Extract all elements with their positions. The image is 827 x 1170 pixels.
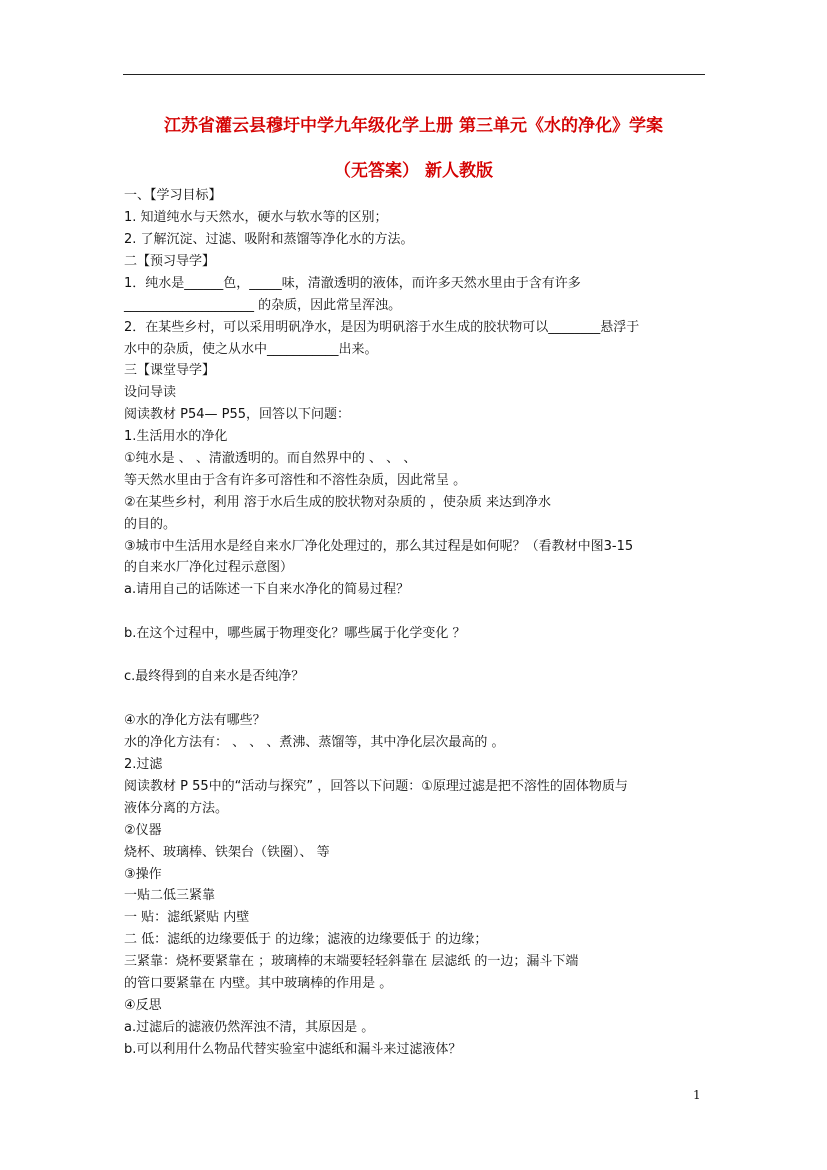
text-line: 水中的杂质，使之从水中___________出来。 bbox=[124, 342, 378, 357]
question-b: b.在这个过程中，哪些属于物理变化？哪些属于化学变化 ？ bbox=[124, 626, 466, 641]
text-line: 液体分离的方法。 bbox=[124, 801, 229, 816]
text-line: 烧杯、玻璃棒、铁架台（铁圈）、 等 bbox=[124, 845, 330, 860]
text-line: 设问导读 bbox=[124, 385, 177, 400]
section-heading-objectives: 一、【学习目标】 bbox=[124, 188, 222, 203]
text-line: 等天然水里由于含有许多可溶性和不溶性杂质，因此常呈 。 bbox=[124, 473, 467, 488]
text-line: ____________________ 的杂质，因此常呈浑浊。 bbox=[124, 298, 402, 313]
text-line: 的目的。 bbox=[124, 517, 177, 532]
text-line: ④反思 bbox=[124, 998, 162, 1013]
text-line: 阅读教材 P54— P55，回答以下问题： bbox=[124, 407, 351, 422]
text-line: 二 低：滤纸的边缘要低于 的边缘；滤液的边缘要低于 的边缘； bbox=[124, 932, 488, 947]
text-line: 1．纯水是______色，_____味，清澈透明的液体，而许多天然水里由于含有许多 bbox=[124, 276, 581, 291]
page-number: 1 bbox=[693, 1088, 701, 1102]
text-line: ③操作 bbox=[124, 867, 162, 882]
text-line: b.可以利用什么物品代替实验室中滤纸和漏斗来过滤液体？ bbox=[124, 1042, 462, 1057]
text-line: ②仪器 bbox=[124, 823, 162, 838]
text-line: 一 贴：滤纸紧贴 内壁 bbox=[124, 910, 250, 925]
section-heading-classroom: 三【课堂导学】 bbox=[124, 363, 216, 378]
subheading-water-purification: 1.生活用水的净化 bbox=[124, 429, 228, 444]
text-line: ②在某些乡村，利用 溶于水后生成的胶状物对杂质的 ，使杂质 来达到净水 bbox=[124, 495, 552, 510]
document-title: 江苏省灌云县穆圩中学九年级化学上册 第三单元《水的净化》学案 bbox=[164, 116, 663, 136]
text-line: 2. 了解沉淀、过滤、吸附和蒸馏等净化水的方法。 bbox=[124, 232, 414, 247]
text-line: ③城市中生活用水是经自来水厂净化处理过的，那么其过程是如何呢？（看教材中图3-15 bbox=[124, 539, 634, 554]
document-subtitle: （无答案） 新人教版 bbox=[334, 161, 493, 181]
text-line: ④水的净化方法有哪些？ bbox=[124, 713, 266, 728]
question-c: c.最终得到的自来水是否纯净？ bbox=[124, 669, 305, 684]
text-line: 的管口要紧靠在 内壁。其中玻璃棒的作用是 。 bbox=[124, 976, 393, 991]
text-line: 1. 知道纯水与天然水，硬水与软水等的区别； bbox=[124, 210, 388, 225]
text-line: a.过滤后的滤液仍然浑浊不清，其原因是 。 bbox=[124, 1020, 375, 1035]
question-a: a.请用自己的话陈述一下自来水净化的简易过程？ bbox=[124, 582, 410, 597]
text-line: 三紧靠：烧杯要紧靠在 ；玻璃棒的末端要轻轻斜靠在 层滤纸 的一边；漏斗下端 bbox=[124, 954, 579, 969]
text-line: 水的净化方法有： 、 、 、煮沸、蒸馏等，其中净化层次最高的 。 bbox=[124, 735, 505, 750]
text-line: ①纯水是 、 、清澈透明的。而自然界中的 、 、 、 bbox=[124, 451, 417, 466]
section-heading-preview: 二【预习导学】 bbox=[124, 254, 216, 269]
text-line: 阅读教材 P 55中的“活动与探究” ，回答以下问题：①原理过滤是把不溶性的固体物质与 bbox=[124, 779, 628, 794]
header-rule bbox=[123, 74, 705, 75]
text-line: 一贴二低三紧靠 bbox=[124, 888, 216, 903]
text-line: 2．在某些乡村，可以采用明矾净水，是因为明矾溶于水生成的胶状物可以________悬浮于 bbox=[124, 320, 640, 335]
text-line: 的自来水厂净化过程示意图） bbox=[124, 560, 294, 575]
subheading-filtration: 2.过滤 bbox=[124, 757, 163, 772]
